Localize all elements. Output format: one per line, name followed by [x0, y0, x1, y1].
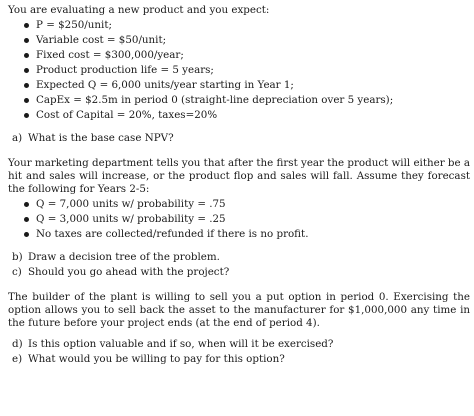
- assumption-fixed-cost: Fixed cost = $300,000/year;: [24, 49, 470, 62]
- scenario-tax-note: No taxes are collected/refunded if there is no profit.: [24, 228, 470, 241]
- assumptions-list: [8, 19, 470, 122]
- question-d-text: Is this option valuable and if so, when will it be exercised?: [28, 338, 334, 350]
- question-a: [8, 132, 470, 145]
- question-c-label: c): [12, 266, 22, 278]
- scenario-flop: Q = 3,000 units w/ probability = .25: [24, 213, 470, 226]
- assumption-price: P = $250/unit;: [24, 19, 470, 32]
- question-a-text: What is the base case NPV?: [28, 132, 174, 144]
- assumption-expected-quantity: Expected Q = 6,000 units/year starting in Year 1;: [24, 79, 470, 92]
- question-b-label: b): [12, 251, 23, 263]
- question-e-text: What would you be willing to pay for this option?: [28, 353, 285, 365]
- question-e: [8, 353, 470, 366]
- question-c: [8, 266, 470, 279]
- question-b-text: Draw a decision tree of the problem.: [28, 251, 220, 263]
- marketing-paragraph: Your marketing department tells you that after the first year the product will either be a hit and sales will increase, or the product flop and sales will fall. Assume they forecast the following for Years 2-5:: [8, 157, 471, 195]
- question-d: [8, 338, 470, 351]
- question-d-label: d): [12, 338, 23, 350]
- assumption-production-life: Product production life = 5 years;: [24, 64, 470, 77]
- question-b: [8, 251, 470, 264]
- assumption-cost-of-capital: Cost of Capital = 20%, taxes=20%: [24, 109, 470, 122]
- question-e-label: e): [12, 353, 23, 365]
- question-c-text: Should you go ahead with the project?: [28, 266, 230, 278]
- question-a-label: a): [12, 132, 23, 144]
- intro-text: You are evaluating a new product and you expect:: [8, 4, 270, 16]
- assumption-capex: CapEx = $2.5m in period 0 (straight-line depreciation over 5 years);: [24, 94, 470, 107]
- problem-document: [8, 4, 470, 368]
- option-paragraph: The builder of the plant is willing to sell you a put option in period 0. Exercising the option allows you to sell back the asset to the manufacturer for $1,000,000 any time in the future before your project ends (at the end of period 4).: [8, 291, 470, 329]
- assumption-variable-cost: Variable cost = $50/unit;: [24, 34, 470, 47]
- scenarios-list: [8, 198, 470, 241]
- scenario-hit: Q = 7,000 units w/ probability = .75: [24, 198, 470, 211]
